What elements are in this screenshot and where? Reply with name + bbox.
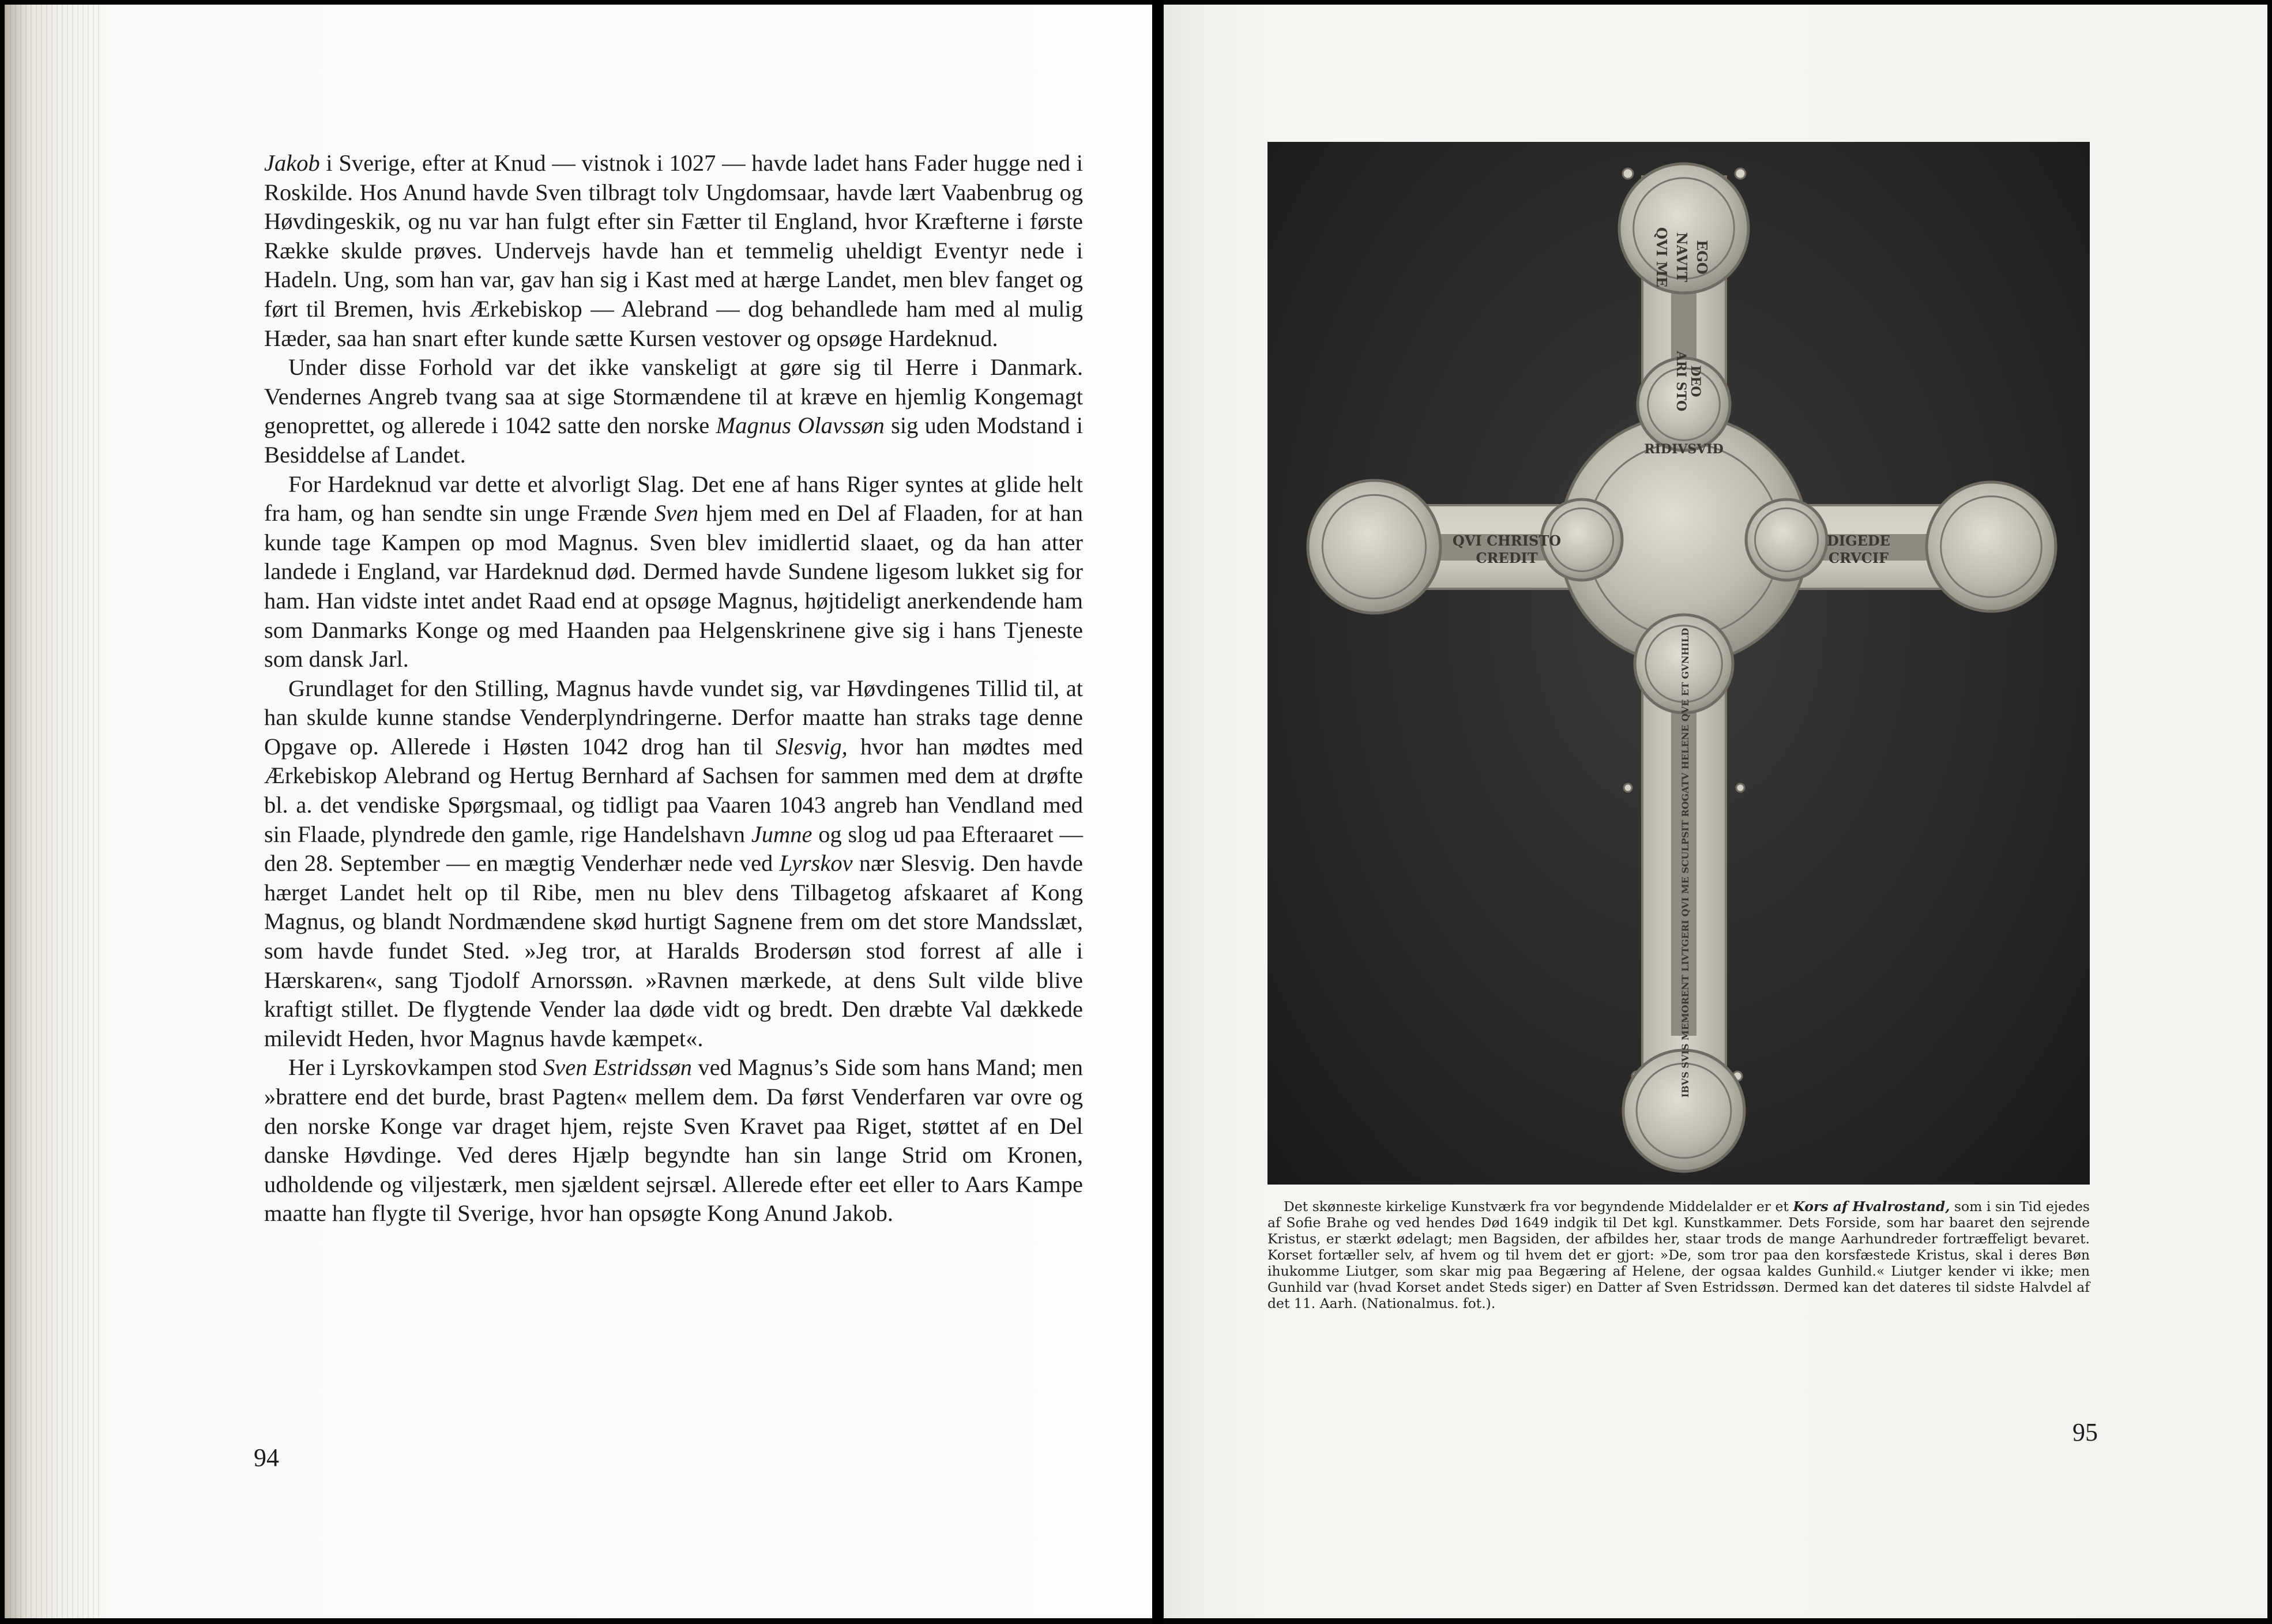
text-run: ved Magnus’s Side som hans Mand; men »brattere end det burde, brast Pagten« mellem dem. Da først Venderfaren var ovre og den norske Konge var draget hjem, rejste Sven Kravet paa Riget, støttet af en Del danske Høvdinge. Ved deres Hjælp begyndte han sin lange Strid om Kronen, udholdende og viljestærk, men sjældent sejrsæl. Allerede efter eet eller to Aars Kampe maatte han flygte til Sverige, hvor han opsøgte Kong Anund Jakob. — [264, 1054, 1083, 1227]
pin — [1624, 784, 1632, 792]
body-paragraph — [264, 470, 1083, 674]
text-run: sig uden Modstand i Besiddelse af Landet. — [264, 412, 1083, 468]
pin — [1736, 784, 1744, 792]
text-run: Det skønneste kirkelige Kunstværk fra vor begyndende Middelalder er et — [1284, 1198, 1793, 1215]
left-page-body-text — [264, 149, 1083, 1228]
ivory-cross-illustration — [1267, 142, 2090, 1185]
text-run: som i sin Tid ejedes af Sofie Brahe og ved hendes Død 1649 indgik til Det kgl. Kunstkammer. Dets Forside, som har baaret den sejrende Kristus, er stærkt ødelagt; men Bagsiden, der afbildes her, staar trods de mange Aarhundreder fortræffeligt bevaret. Korset fortæller selv, af hvem og til hvem det er gjort: »De, som tror paa den korsfæstede Kristus, skal i deres Bøn ihukomme Liutger, som skar mig paa Begæring af Helene, der ogsaa kaldes Gunhild.« Liutger kender vi ikke; men Gunhild var (hvad Korset andet Steds siger) en Datter af Sven Estridssøn. Dermed kan det dateres til sidste Halvdel af det 11. Aarh. (Nationalmus. fot.). — [1267, 1198, 2090, 1311]
inscription-right-arm: DIGEDE — [1827, 532, 1890, 549]
inscription-right-arm: CRVCIF — [1828, 550, 1889, 566]
inscription-top-arm: QVI ME — [1653, 227, 1670, 287]
cross-photograph — [1267, 142, 2090, 1185]
inscription-left-arm: CREDIT — [1476, 550, 1538, 566]
body-paragraph — [264, 1053, 1083, 1228]
text-run: Her i Lyrskovkampen stod — [288, 1054, 544, 1081]
medallion-left — [1308, 480, 1440, 613]
italic-text-run: Jakob — [264, 150, 320, 176]
pin — [1623, 168, 1633, 179]
body-paragraph — [264, 149, 1083, 353]
text-run: Grundlaget for den Stilling, Magnus havde vundet sig, var Høvdingenes Tillid til, at han skulde kunne standse Venderplyndringerne. Derfor maatte han straks tage denne Opgave op. Allerede i Høsten 1042 drog han til — [264, 675, 1083, 760]
page-edge-shading — [5, 5, 103, 1618]
text-run: i Sverige, efter at Knud — vistnok i 1027 — havde ladet hans Fader hugge ned i Roskilde. Hos Anund havde Sven tilbragt tolv Ungdomsaar, havde lært Vaabenbrug og Høvdingeskik, og nu var han fulgt efter sin Fætter til England, hvor Kræfterne i første Række skulde prøves. Undervejs havde han et temmelig uheldigt Eventyr nede i Hadeln. Ung, som han var, gav han sig i Kast med at hærge Landet, men blev fanget og ført til Bremen, hvis Ærkebiskop — Alebrand — dog behandlede ham med al mulig Hæder, saa han snart efter kunde sætte Kursen vestover og opsøge Hardeknud. — [264, 150, 1083, 351]
body-paragraph — [264, 674, 1083, 1054]
body-paragraph — [264, 353, 1083, 469]
italic-text-run: Magnus Olavssøn — [716, 412, 885, 439]
inscription-left-arm: QVI CHRISTO — [1452, 532, 1562, 549]
text-run: hjem med en Del af Flaaden, for at han kunde tage Kampen op mod Magnus. Sven blev imidlertid slaaet, og da han atter landede i England, var Hardeknud død. Dermed havde Sundene ligesom lukket sig for ham. Han vidste intet andet Raad end at opsøge Magnus, højtideligt anerkendende ham som Danmarks Konge og med Haanden paa Helgenskrinene give sig i hans Tjeneste som dansk Jarl. — [264, 500, 1083, 672]
pin — [1735, 168, 1746, 179]
inscription-upper-shaft: ARI STO — [1673, 351, 1688, 412]
inscription-center: RIDIVSVID — [1644, 442, 1724, 457]
caption-paragraph — [1267, 1198, 2090, 1311]
inscription-top-arm: NAVIT — [1673, 232, 1690, 283]
page-number-right: 95 — [2072, 1418, 2098, 1446]
italic-text-run: Lyrskov — [779, 850, 853, 877]
italic-text-run: Sven — [654, 500, 699, 527]
text-run: For Hardeknud var dette et alvorligt Slag. Det ene af hans Riger syntes at glide helt fra ham, og han sendte sin unge Frænde — [264, 471, 1083, 527]
book-gutter — [1152, 0, 1164, 1624]
italic-text-run: Sven Estridssøn — [543, 1054, 692, 1081]
inscription-upper-shaft: DEO — [1688, 365, 1703, 397]
page-number-left: 94 — [254, 1443, 279, 1472]
italic-text-run: Slesvig, — [775, 733, 848, 760]
medallion-right — [1927, 482, 2056, 611]
italic-text-run: Jumne — [751, 821, 812, 847]
inscription-top-arm: EGO — [1694, 240, 1710, 275]
medallion-center-right — [1746, 499, 1827, 580]
left-page — [5, 5, 1152, 1618]
text-run: nær Slesvig. Den havde hærget Landet helt op til Ribe, men nu blev dens Tilbagetog afskaaret af Kong Magnus, og blandt Nordmændene skød hurtigt Sagnene frem om det store Mandsslæt, som havde fundet Sted. »Jeg tror, at Haralds Brodersøn stod forrest af alle i Hærskaren«, sang Tjodolf Arnorssøn. »Ravnen mærkede, at dens Sult vilde blive kraftigt stillet. De flygtende Vender laa døde vidt og bredt. Den dræbte Val dækkede milevidt Heden, hvor Magnus havde kæmpet«. — [264, 850, 1083, 1051]
inscription-lower-shaft: IBVS SVIS MEMORENT LIVTGERI QVI ME SCULPSIT ROGATV HELENE QVE ET GVNHILD — [1680, 627, 1691, 1098]
text-run: Under disse Forhold var det ikke vanskeligt at gøre sig til Herre i Danmark. Vendernes Angreb tvang saa at sige Stormændene til at kræve en hjemlig Kongemagt genoprettet, og allerede i 1042 satte den norske — [264, 354, 1083, 439]
italic-text-run: Kors af Hvalrostand, — [1793, 1198, 1950, 1215]
figure-caption — [1267, 1198, 2090, 1311]
text-run: og slog ud paa Efteraaret — den 28. September — en mægtig Venderhær nede ved — [264, 821, 1083, 877]
text-run: hvor han mødtes med Ærkebiskop Alebrand og Hertug Bernhard af Sachsen for sammen med dem at drøfte bl. a. det vendiske Spørgsmaal, og tidligt paa Vaaren 1043 angreb han Vendland med sin Flaade, plyndrede den gamle, rige Handelshavn — [264, 733, 1083, 847]
